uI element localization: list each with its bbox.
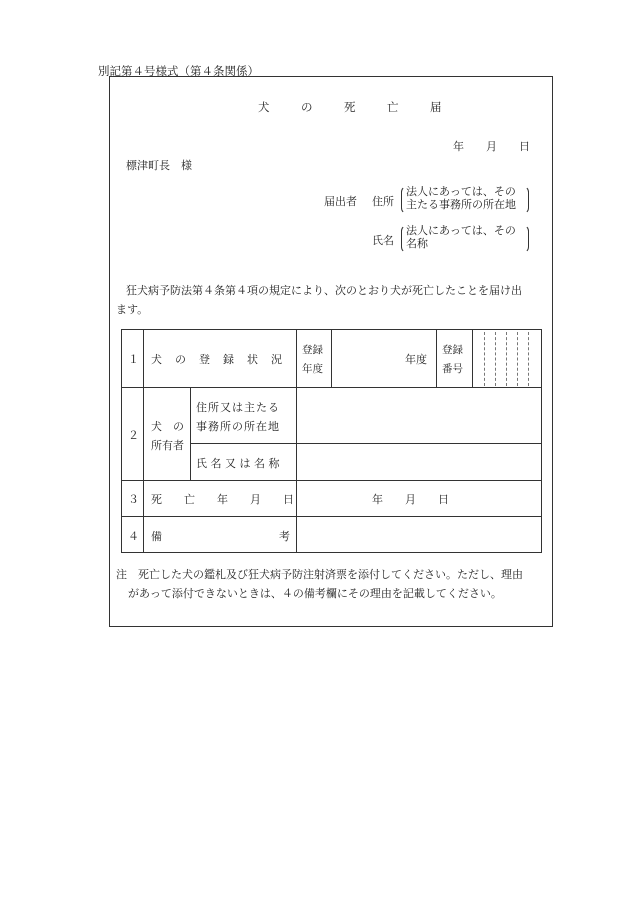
row3-number: ３ bbox=[128, 493, 139, 506]
row4-label-start: 備 bbox=[151, 530, 162, 543]
reg-num-label-line-2: 番号 bbox=[442, 363, 463, 375]
row2-label-line-2: 所有者 bbox=[151, 439, 184, 452]
note-line-1: 注 死亡した犬の鑑札及び狂犬病予防注射済票を添付してください。ただし、理由 bbox=[116, 568, 523, 581]
row1-label: 犬 の 登 録 状 況 bbox=[151, 353, 283, 366]
table-row-divider-2 bbox=[121, 480, 542, 481]
table-reg-num-divider-a bbox=[436, 329, 437, 388]
row2-address-label-line-2: 事務所の所在地 bbox=[196, 420, 280, 433]
row1-reg-year-label bbox=[302, 341, 323, 379]
row2-number: ２ bbox=[128, 429, 139, 442]
table-border-bottom bbox=[121, 552, 542, 553]
table-label-col-divider bbox=[296, 329, 297, 553]
row2-name-label: 氏 名 又 は 名 称 bbox=[196, 457, 280, 470]
name-note-line-1: 法人にあっては、その bbox=[406, 224, 516, 237]
address-note-line-2: 主たる事務所の所在地 bbox=[406, 198, 516, 211]
address-note bbox=[406, 185, 516, 211]
reg-num-dash-2 bbox=[495, 332, 496, 386]
applicant-role-label: 届出者 bbox=[324, 195, 357, 208]
form-title: 犬 の 死 亡 届 bbox=[258, 100, 452, 114]
row2-label-line-1: 犬 の bbox=[151, 420, 184, 433]
name-label: 氏名 bbox=[372, 234, 394, 247]
table-owner-col-divider bbox=[190, 387, 191, 481]
reg-num-label-line-1: 登録 bbox=[442, 344, 463, 356]
row2-label bbox=[151, 417, 184, 455]
table-row-divider-3 bbox=[121, 516, 542, 517]
statement-line-1: 狂犬病予防法第４条第４項の規定により、次のとおり犬が死亡したことを届け出 bbox=[126, 284, 522, 297]
row4-label-end: 考 bbox=[279, 530, 290, 543]
row3-value: 年 月 日 bbox=[372, 493, 449, 506]
addressee: 標津町長 様 bbox=[126, 159, 192, 172]
row2-address-label bbox=[196, 398, 280, 436]
table-reg-num-divider-b bbox=[472, 329, 473, 388]
statement-line-2: ます。 bbox=[116, 303, 149, 316]
row3-label: 死 亡 年 月 日 bbox=[151, 493, 294, 506]
form-number-label: 別記第４号様式（第４条関係） bbox=[98, 64, 259, 78]
address-label: 住所 bbox=[372, 195, 394, 208]
table-row-divider-2a bbox=[190, 443, 542, 444]
reg-num-dash-4 bbox=[517, 332, 518, 386]
reg-num-dash-3 bbox=[506, 332, 507, 386]
row1-number: １ bbox=[128, 353, 139, 366]
row1-year-suffix: 年度 bbox=[405, 353, 427, 366]
reg-num-dash-1 bbox=[484, 332, 485, 386]
address-note-line-1: 法人にあっては、その bbox=[406, 185, 516, 198]
row2-address-label-line-1: 住所又は主たる bbox=[196, 401, 280, 414]
name-note bbox=[406, 224, 516, 250]
table-reg-year-divider bbox=[331, 329, 332, 388]
name-note-line-2: 名称 bbox=[406, 237, 428, 250]
reg-year-label-line-1: 登録 bbox=[302, 344, 323, 356]
date-line: 年 月 日 bbox=[453, 140, 530, 153]
reg-num-dash-5 bbox=[528, 332, 529, 386]
reg-year-label-line-2: 年度 bbox=[302, 363, 323, 375]
note-line-2: があって添付できないときは、４の備考欄にその理由を記載してください。 bbox=[128, 587, 502, 600]
table-num-col-divider bbox=[143, 329, 144, 553]
row4-number: ４ bbox=[128, 530, 139, 543]
table-border-left bbox=[121, 329, 122, 553]
row1-reg-num-label bbox=[442, 341, 463, 379]
table-border-right bbox=[541, 329, 542, 553]
